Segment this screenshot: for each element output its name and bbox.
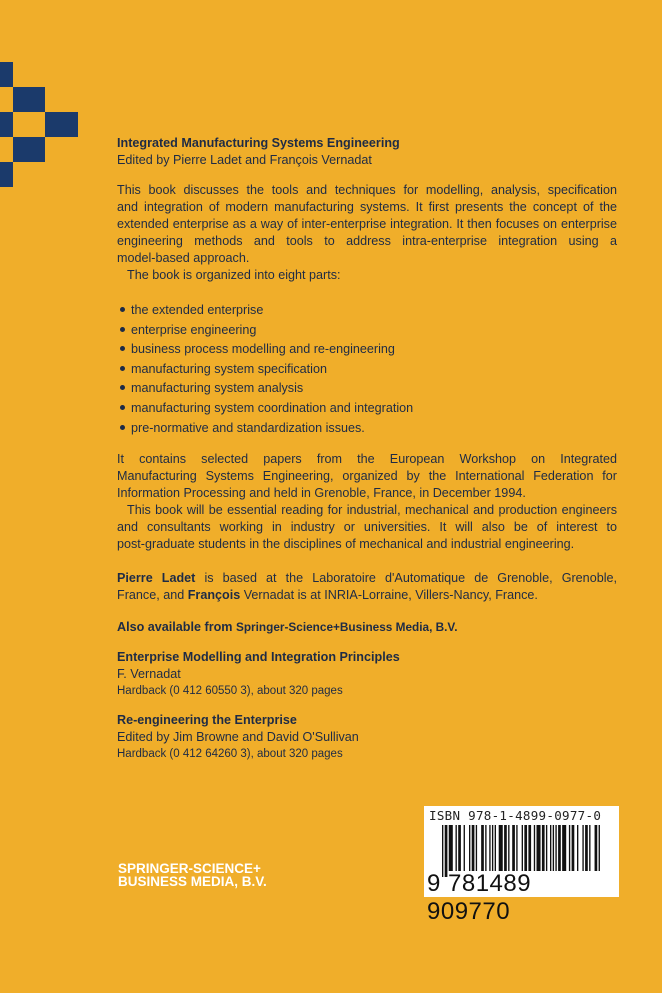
related-book-author: Edited by Jim Browne and David O'Sullivan — [117, 730, 359, 744]
barcode-bar — [472, 825, 475, 871]
authors-paragraph — [117, 570, 617, 604]
barcode-bar — [555, 825, 556, 871]
list-item — [117, 399, 413, 419]
book-title: Integrated Manufacturing Systems Engineering — [117, 136, 400, 150]
text-line: and consultants working in industry or universities. It will also be of interest to — [117, 520, 617, 534]
barcode-bar — [524, 825, 527, 871]
barcode-bar — [458, 825, 461, 871]
also-available-label: Also available from — [117, 620, 236, 634]
barcode-bar — [589, 825, 590, 871]
barcode-bar — [499, 825, 503, 871]
author-name: Pierre Ladet — [117, 571, 196, 585]
isbn-barcode — [424, 806, 619, 925]
text-line: and integration of modern manufacturing systems. It first presents the concept of the — [117, 200, 617, 214]
list-item — [117, 379, 413, 399]
barcode-bar — [546, 825, 547, 871]
barcode-bar — [558, 825, 561, 871]
logo-square — [0, 62, 13, 87]
isbn-text: ISBN 978-1-4899-0977-0 — [429, 808, 602, 823]
barcode-bar — [553, 825, 554, 871]
barcode-bar — [492, 825, 493, 871]
related-book-details: Hardback (0 412 60550 3), about 320 pages — [117, 685, 343, 697]
list-item-text: manufacturing system analysis — [131, 381, 304, 396]
text-line: extended enterprise as a way of inter-enterprise integration. It then focuses on enterprise — [117, 217, 617, 231]
barcode-bar — [464, 825, 465, 871]
text: Vernadat is at INRIA-Lorraine, Villers-Nancy, France. — [240, 588, 538, 602]
barcode-bar — [495, 825, 496, 871]
barcode-bar — [489, 825, 490, 871]
barcode-bar — [456, 825, 457, 871]
barcode-bar — [476, 825, 477, 871]
text-line: engineering methods and tools to address intra-enterprise integration using a — [117, 234, 617, 248]
barcode-bar — [469, 825, 470, 871]
related-book — [117, 712, 617, 763]
barcode-bar — [550, 825, 551, 871]
list-item — [117, 360, 413, 380]
logo-square — [13, 87, 45, 112]
text-line: model-based approach. — [117, 251, 250, 265]
barcode-bar — [522, 825, 523, 871]
list-item-text: manufacturing system coordination and integration — [131, 400, 414, 415]
barcode-bar — [585, 825, 588, 871]
barcode-bar — [569, 825, 570, 871]
barcode-bar — [542, 825, 545, 871]
list-item-text: enterprise engineering — [131, 322, 257, 337]
list-item — [117, 340, 413, 360]
barcode-bar — [516, 825, 517, 871]
text-line — [117, 570, 617, 587]
text-line: This book discusses the tools and techniques for modelling, analysis, specification — [117, 183, 617, 197]
list-item-text: the extended enterprise — [131, 303, 264, 317]
logo-square — [13, 137, 45, 162]
barcode-bar — [595, 825, 598, 871]
publisher-logo — [118, 862, 267, 888]
related-book-author: F. Vernadat — [117, 667, 181, 681]
barcode-bar — [562, 825, 566, 871]
barcode-number: 9 781489 909770 — [427, 870, 532, 925]
barcode-bar — [537, 825, 541, 871]
intro-paragraph — [117, 182, 617, 284]
bullet-icon — [120, 405, 125, 410]
related-book — [117, 649, 617, 700]
barcode-bar — [577, 825, 578, 871]
bullet-icon — [120, 385, 125, 390]
list-item-text: business process modelling and re-engineering — [131, 342, 395, 357]
related-book-details: Hardback (0 412 64260 3), about 320 pages — [117, 748, 343, 760]
parts-intro: The book is organized into eight parts: — [127, 268, 341, 282]
barcode-bar — [485, 825, 486, 871]
bullet-icon — [120, 425, 125, 430]
book-heading — [117, 135, 617, 169]
logo-square — [45, 112, 78, 137]
related-book-title: Enterprise Modelling and Integration Principles — [117, 650, 400, 664]
bullet-icon — [120, 327, 125, 332]
text: France, and — [117, 588, 188, 602]
list-item-text: manufacturing system specification — [131, 361, 327, 376]
barcode-bar — [504, 825, 507, 871]
list-item — [117, 321, 413, 341]
author-name: François — [187, 588, 241, 602]
barcode-bar — [572, 825, 575, 871]
related-book-title: Re-engineering the Enterprise — [117, 713, 297, 727]
logo-square — [0, 112, 13, 137]
list-item — [117, 301, 413, 321]
workshop-paragraph — [117, 451, 617, 553]
bullet-icon — [120, 366, 125, 371]
also-available — [117, 619, 617, 636]
bullet-icon — [120, 307, 125, 312]
bullet-icon — [120, 346, 125, 351]
barcode-bar — [449, 825, 453, 871]
barcode-bar — [599, 825, 600, 871]
list-item-text: pre-normative and standardization issues. — [131, 420, 365, 435]
text-line: post-graduate students in the disciplines of mechanical and industrial engineering. — [117, 537, 575, 551]
logo-square — [0, 162, 13, 187]
barcode-bar — [512, 825, 515, 871]
barcode-bar — [528, 825, 531, 871]
barcode-bar — [534, 825, 535, 871]
text-line: Manufacturing Systems Engineering, organized by the International Federation for — [117, 469, 617, 483]
list-item — [117, 419, 413, 439]
publisher-logo-line: SPRINGER-SCIENCE+ — [118, 861, 261, 876]
barcode-bar — [481, 825, 484, 871]
text-line: This book will be essential reading for industrial, mechanical and production engineers — [127, 503, 617, 517]
barcode-bar — [508, 825, 509, 871]
book-editors: Edited by Pierre Ladet and François Vernadat — [117, 153, 372, 167]
text-line: Information Processing and held in Grenoble, France, in December 1994. — [117, 486, 526, 500]
publisher-name: Springer-Science+Business Media, B.V. — [235, 620, 458, 634]
text: is based at the Laboratoire d'Automatique de Grenoble, Grenoble, — [195, 571, 617, 585]
barcode-bar — [582, 825, 583, 871]
text-line: It contains selected papers from the European Workshop on Integrated — [117, 452, 617, 466]
publisher-logo-line: BUSINESS MEDIA, B.V. — [118, 874, 267, 889]
text-line — [117, 587, 617, 604]
parts-list — [117, 301, 413, 438]
